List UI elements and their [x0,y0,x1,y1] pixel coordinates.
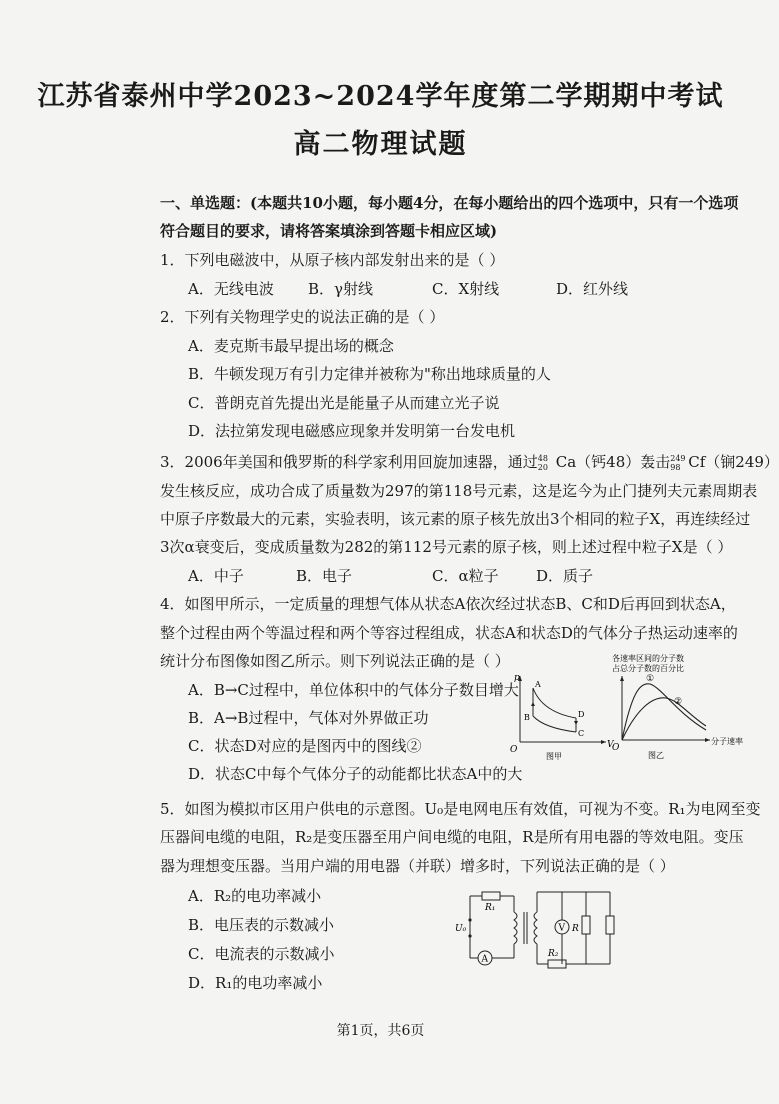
fig-jia-point-d: D [578,710,585,719]
q4-line2: 整个过程由两个等温过程和两个等容过程组成，状态A和状态D的气体分子热运动速率的 [160,624,738,642]
r-label: R [572,924,579,934]
page-footer: 第1页，共6页 [336,1023,425,1039]
q1-option-a: A．无线电波 [188,280,274,298]
cf-note: （锎249） [705,453,779,471]
u0-label: U₀ [455,924,467,934]
q3-line4: 3次α衰变后，变成质量数为282的第112号元素的原子核，则上述过程中粒子X是（ ） [160,538,733,556]
section-heading-line2: 符合题目的要求，请将答案填涂到答题卡相应区域) [160,222,498,240]
q3-line1-pre: 3．2006年美国和俄罗斯的科学家利用回旋加速器，通过 [160,453,538,471]
q5-line2: 压器间电缆的电阻，R₂是变压器至用户间电缆的电阻，R是所有用电器的等效电阻。变压 [160,828,744,846]
fig-yi-curve-1 [622,684,706,740]
q2-option-a: A．麦克斯韦最早提出场的概念 [188,337,394,355]
q2-stem: 2．下列有关物理学史的说法正确的是（ ） [160,308,445,326]
q3-option-b: B．电子 [296,567,353,585]
r1-label: R₁ [485,903,496,913]
q1-option-c: C．X射线 [432,280,500,298]
q4-line1: 4．如图甲所示，一定质量的理想气体从状态A依次经过状态B、C和D后再回到状态A， [160,595,736,613]
q3-line3: 中原子序数最大的元素，实验表明，该元素的原子核先放出3个相同的粒子X，再连续经过 [160,510,751,528]
fig-yi-ylabel-2: 占总分子数的百分比 [612,664,684,673]
fig-jia-caption: 图甲 [546,752,562,761]
figure-jia-pv-diagram [506,670,616,760]
q5-option-c: C．电流表的示数减小 [188,945,335,963]
fig-yi-curve-2 [622,698,706,740]
fig-jia-point-a: A [535,680,541,689]
fig-jia-origin: O [510,745,518,755]
fig-yi-ylabel-1: 各速率区间的分子数 [612,654,684,663]
resistor-r2 [548,960,566,968]
q3-option-c: C．α粒子 [432,567,499,585]
q4-option-c: C．状态D对应的是图丙中的图线② [188,737,422,755]
ca-isotope-numbers [538,454,556,472]
cf-symbol: Cf [688,453,706,471]
cf-mass: 249 [670,454,686,463]
fig-yi-xlabel: 分子速率 [711,737,743,746]
r2-label: R₂ [548,949,559,959]
q4-option-a: A．B→C过程中，单位体积中的气体分子数目增大 [188,681,519,699]
figure-circuit [452,884,622,976]
exam-title: 江苏省泰州中学2023~2024学年度第二学期期中考试 [37,81,724,112]
q4-option-b: B．A→B过程中，气体对外界做正功 [188,709,429,727]
q5-option-b: B．电压表的示数减小 [188,916,335,934]
ca-symbol: Ca [555,453,577,471]
resistor-r-branch-1 [582,916,590,934]
q3-line1 [160,452,779,472]
q5-option-d: D．R₁的电功率减小 [188,974,323,992]
q4-option-d: D．状态C中每个气体分子的动能都比状态A中的大 [188,765,523,783]
resistor-r-branch-2 [606,916,614,934]
ca-z: 20 [537,463,548,472]
cf-isotope-numbers [670,454,688,472]
fig-yi-curve-1-label: ① [646,674,655,684]
figure-yi-speed-distribution [610,652,745,760]
ammeter-label: A [481,954,488,965]
fig-yi-caption: 图乙 [648,751,664,760]
fig-yi-origin: O [612,743,620,753]
q5-option-a: A．R₂的电功率减小 [188,887,322,905]
section-heading-line1: 一、单选题：(本题共10小题，每小题4分，在每小题给出的四个选项中，只有一个选项 [160,194,739,212]
cf-z: 98 [670,463,681,472]
q3-option-d: D．质子 [536,567,594,585]
q2-option-c: C．普朗克首先提出光是能量子从而建立光子说 [188,394,500,412]
q3-option-a: A．中子 [188,567,244,585]
q2-option-d: D．法拉第发现电磁感应现象并发明第一台发电机 [188,422,516,440]
q4-line3: 统计分布图像如图乙所示。则下列说法正确的是（ ） [160,652,510,670]
q1-stem: 1．下列电磁波中，从原子核内部发射出来的是（ ） [160,251,505,269]
fig-jia-point-b: B [524,713,530,722]
q1-option-b: B．γ射线 [308,280,373,298]
fig-yi-curve-2-label: ② [674,697,683,707]
exam-subtitle: 高二物理试题 [293,129,468,160]
q2-option-b: B．牛顿发现万有引力定律并被称为"称出地球质量的人 [188,365,551,383]
resistor-r1 [482,892,500,900]
fig-jia-p-label: p [514,673,520,683]
q5-line3: 器为理想变压器。当用户端的用电器（并联）增多时，下列说法正确的是（ ） [160,857,675,875]
ca-note: （钙48）轰击 [576,453,671,471]
voltmeter-label: V [558,923,565,934]
fig-jia-v-label: V [607,740,614,750]
q1-option-d: D．红外线 [556,280,629,298]
q5-line1: 5．如图为模拟市区用户供电的示意图。U₀是电网电压有效值，可视为不变。R₁为电网至变 [160,800,761,818]
fig-jia-point-c: C [578,729,585,738]
q3-line2: 发生核反应，成功合成了质量数为297的第118号元素，这是迄今为止门捷列夫元素周期表 [160,482,758,500]
ca-mass: 48 [537,454,548,463]
